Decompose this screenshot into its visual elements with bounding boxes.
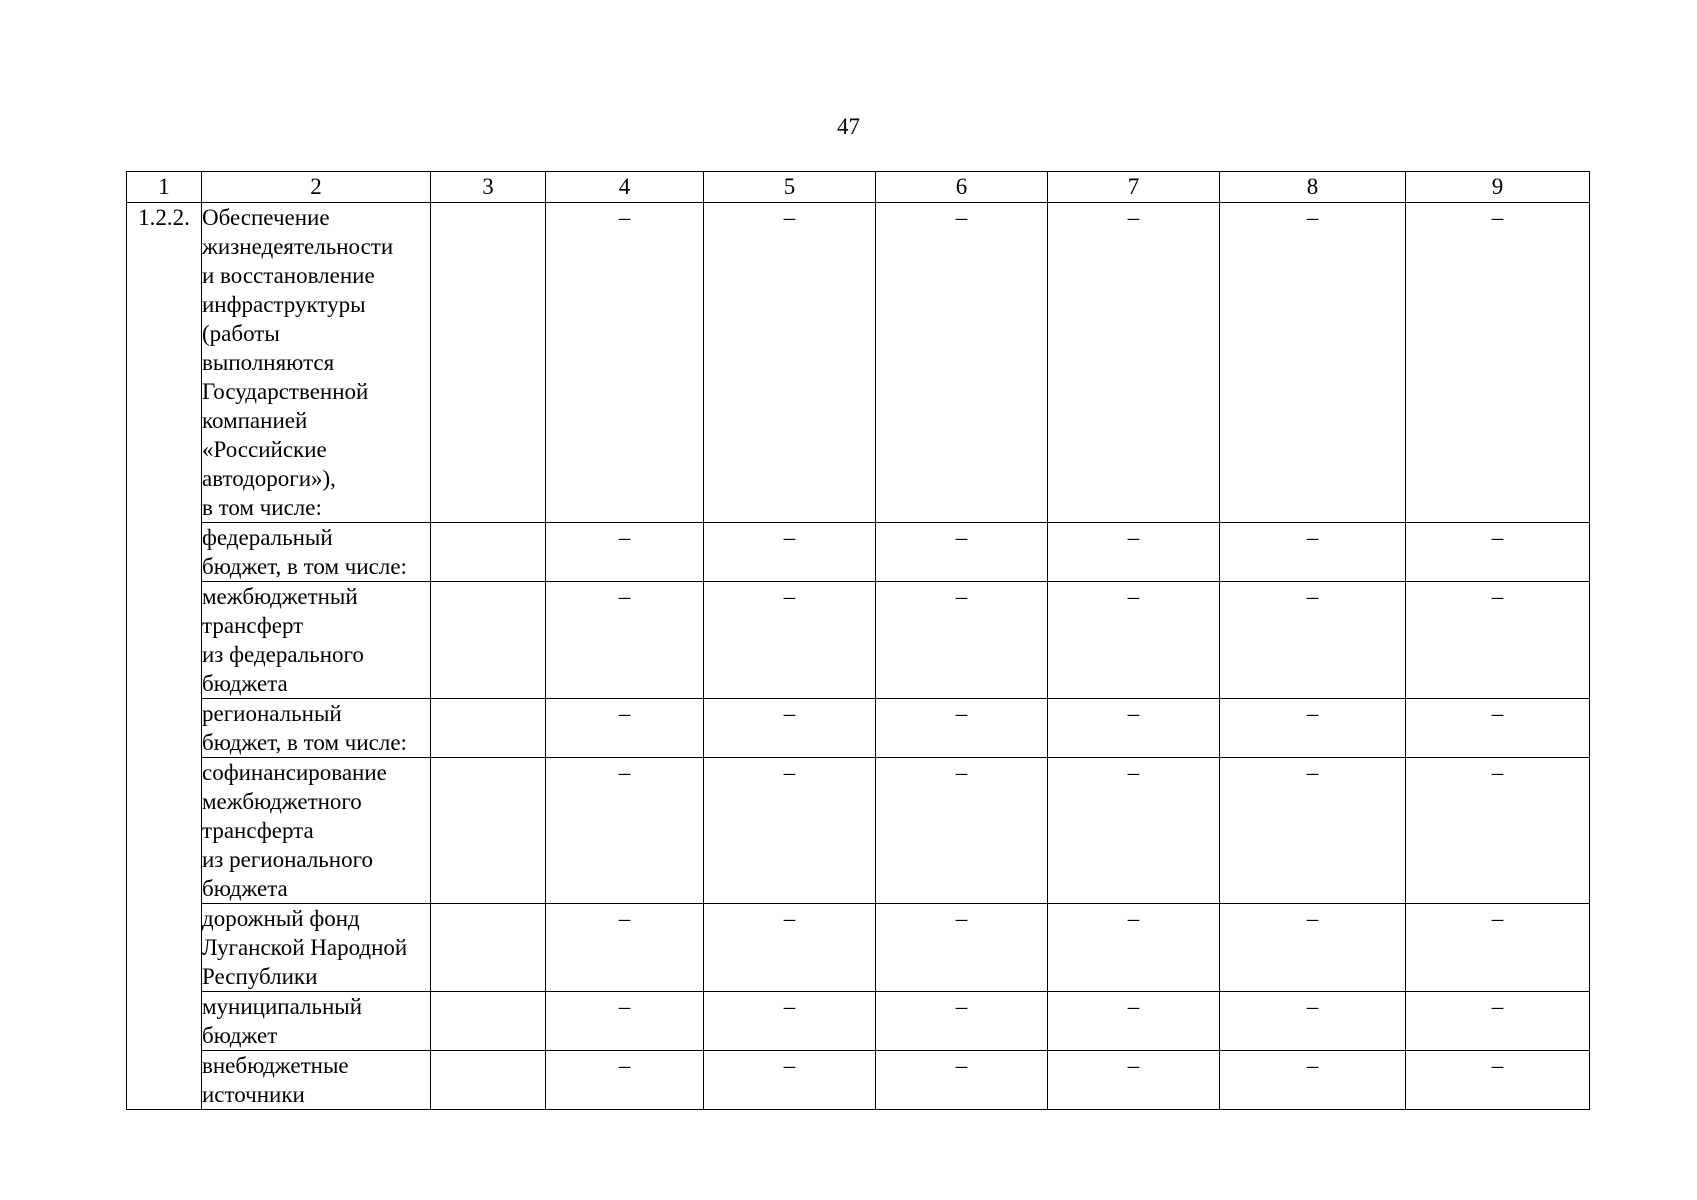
cell-value: [876, 699, 1048, 758]
cell-value: [1220, 904, 1406, 992]
value-dash: –: [783, 205, 796, 230]
cell-value: [546, 699, 704, 758]
cell-col-3: [431, 904, 546, 992]
column-header: 4: [546, 172, 704, 203]
column-header: 9: [1406, 172, 1590, 203]
row-label-line: бюджет, в том числе:: [202, 554, 407, 579]
cell-value: [1406, 699, 1590, 758]
header-row: [127, 172, 1590, 203]
row-label-line: из федерального: [202, 642, 364, 667]
cell-col-3: [431, 758, 546, 904]
table-row: [127, 758, 1590, 904]
row-label: [202, 203, 431, 523]
cell-value: [1048, 523, 1220, 582]
value-dash: –: [1306, 760, 1319, 785]
cell-value: [704, 203, 876, 523]
value-dash: –: [618, 994, 631, 1019]
table-row: [127, 523, 1590, 582]
cell-value: [876, 758, 1048, 904]
row-label-line: в том числе:: [202, 495, 322, 520]
cell-value: [1048, 758, 1220, 904]
value-dash: –: [1306, 906, 1319, 931]
value-dash: –: [618, 205, 631, 230]
cell-value: [1406, 758, 1590, 904]
row-label-line: бюджета: [202, 671, 288, 696]
cell-col-3: [431, 582, 546, 699]
cell-value: [1406, 523, 1590, 582]
table-row: [127, 904, 1590, 992]
row-label-line: Обеспечение: [202, 205, 330, 230]
row-label-line: инфраструктуры: [202, 292, 366, 317]
cell-value: [1406, 904, 1590, 992]
row-label-line: автодороги»),: [202, 466, 336, 491]
row-label: [202, 699, 431, 758]
cell-value: [1048, 203, 1220, 523]
row-label: [202, 904, 431, 992]
value-dash: –: [1127, 906, 1140, 931]
cell-value: [876, 992, 1048, 1051]
row-label-line: муниципальный: [202, 994, 363, 1019]
value-dash: –: [1127, 994, 1140, 1019]
cell-value: [704, 523, 876, 582]
value-dash: –: [618, 584, 631, 609]
value-dash: –: [618, 701, 631, 726]
row-label-line: межбюджетного: [202, 789, 362, 814]
row-label-line: Республики: [202, 964, 318, 989]
row-label: [202, 992, 431, 1051]
cell-value: [704, 582, 876, 699]
cell-value: [876, 1051, 1048, 1110]
row-label-line: внебюджетные: [202, 1053, 349, 1078]
value-dash: –: [783, 584, 796, 609]
value-dash: –: [1491, 584, 1504, 609]
value-dash: –: [1127, 760, 1140, 785]
value-dash: –: [1127, 1053, 1140, 1078]
column-header: 8: [1220, 172, 1406, 203]
row-label-line: региональный: [202, 701, 342, 726]
value-dash: –: [1306, 584, 1319, 609]
cell-value: [1048, 699, 1220, 758]
cell-value: [704, 904, 876, 992]
value-dash: –: [1306, 525, 1319, 550]
row-label-line: межбюджетный: [202, 584, 358, 609]
budget-table: [126, 171, 1590, 1110]
cell-value: [546, 523, 704, 582]
value-dash: –: [1491, 906, 1504, 931]
value-dash: –: [955, 906, 968, 931]
cell-value: [1048, 582, 1220, 699]
cell-value: [1220, 203, 1406, 523]
value-dash: –: [618, 906, 631, 931]
value-dash: –: [1306, 994, 1319, 1019]
table-header: [127, 172, 1590, 203]
cell-value: [876, 203, 1048, 523]
column-header: 7: [1048, 172, 1220, 203]
row-label: [202, 582, 431, 699]
row-label-line: компанией: [202, 408, 308, 433]
value-dash: –: [955, 205, 968, 230]
row-label-line: софинансирование: [202, 760, 387, 785]
value-dash: –: [783, 701, 796, 726]
row-label-line: выполняются: [202, 350, 335, 375]
row-label-line: Луганской Народной: [202, 935, 408, 960]
cell-value: [546, 758, 704, 904]
column-header: 5: [704, 172, 876, 203]
value-dash: –: [1127, 205, 1140, 230]
cell-col-3: [431, 992, 546, 1051]
cell-value: [704, 699, 876, 758]
row-label: [202, 523, 431, 582]
value-dash: –: [955, 760, 968, 785]
cell-value: [704, 992, 876, 1051]
value-dash: –: [783, 525, 796, 550]
cell-value: [546, 582, 704, 699]
value-dash: –: [618, 525, 631, 550]
row-label-line: Государственной: [202, 379, 369, 404]
value-dash: –: [1491, 760, 1504, 785]
value-dash: –: [783, 906, 796, 931]
value-dash: –: [1127, 701, 1140, 726]
value-dash: –: [1491, 205, 1504, 230]
cell-value: [1048, 992, 1220, 1051]
value-dash: –: [783, 994, 796, 1019]
row-label-line: дорожный фонд: [202, 906, 360, 931]
row-label-line: и восстановление: [202, 263, 375, 288]
row-label-line: источники: [202, 1082, 305, 1107]
table-row: [127, 699, 1590, 758]
value-dash: –: [955, 525, 968, 550]
cell-value: [1406, 582, 1590, 699]
cell-value: [546, 904, 704, 992]
column-header: 2: [202, 172, 431, 203]
cell-value: [546, 1051, 704, 1110]
cell-value: [876, 904, 1048, 992]
cell-value: [1220, 699, 1406, 758]
cell-value: [1406, 203, 1590, 523]
section-code: 1.2.2.: [127, 203, 202, 1110]
row-label-line: бюджета: [202, 876, 288, 901]
value-dash: –: [1491, 701, 1504, 726]
cell-col-3: [431, 203, 546, 523]
value-dash: –: [783, 760, 796, 785]
value-dash: –: [783, 1053, 796, 1078]
row-label-line: трансферт: [202, 613, 304, 638]
table-row: [127, 582, 1590, 699]
cell-value: [1220, 523, 1406, 582]
value-dash: –: [618, 760, 631, 785]
cell-value: [704, 758, 876, 904]
cell-value: [1048, 1051, 1220, 1110]
value-dash: –: [1306, 205, 1319, 230]
table-row: [127, 992, 1590, 1051]
row-label-line: (работы: [202, 321, 280, 346]
value-dash: –: [955, 994, 968, 1019]
column-header: 1: [127, 172, 202, 203]
row-label-line: федеральный: [202, 525, 333, 550]
table-row: [127, 1051, 1590, 1110]
page-number: 47: [837, 114, 860, 139]
cell-value: [1220, 582, 1406, 699]
row-label-line: бюджет, в том числе:: [202, 730, 407, 755]
table-body: [127, 203, 1590, 1110]
cell-value: [1220, 1051, 1406, 1110]
cell-value: [1220, 992, 1406, 1051]
column-header: 3: [431, 172, 546, 203]
value-dash: –: [618, 1053, 631, 1078]
cell-value: [704, 1051, 876, 1110]
value-dash: –: [1491, 1053, 1504, 1078]
row-label-line: из регионального: [202, 847, 373, 872]
value-dash: –: [1127, 584, 1140, 609]
table-row: [127, 203, 1590, 523]
row-label-line: бюджет: [202, 1023, 278, 1048]
cell-value: [1406, 992, 1590, 1051]
cell-col-3: [431, 523, 546, 582]
cell-value: [1220, 758, 1406, 904]
cell-value: [876, 582, 1048, 699]
column-header: 6: [876, 172, 1048, 203]
value-dash: –: [955, 1053, 968, 1078]
value-dash: –: [1491, 994, 1504, 1019]
value-dash: –: [955, 701, 968, 726]
row-label-line: «Российские: [202, 437, 327, 462]
value-dash: –: [1491, 525, 1504, 550]
row-label: [202, 758, 431, 904]
cell-value: [876, 523, 1048, 582]
value-dash: –: [955, 584, 968, 609]
value-dash: –: [1127, 525, 1140, 550]
cell-col-3: [431, 699, 546, 758]
row-label: [202, 1051, 431, 1110]
cell-col-3: [431, 1051, 546, 1110]
row-label-line: трансферта: [202, 818, 314, 843]
cell-value: [546, 203, 704, 523]
cell-value: [1406, 1051, 1590, 1110]
value-dash: –: [1306, 701, 1319, 726]
cell-value: [1048, 904, 1220, 992]
cell-value: [546, 992, 704, 1051]
row-label-line: жизнедеятельности: [202, 234, 394, 259]
value-dash: –: [1306, 1053, 1319, 1078]
